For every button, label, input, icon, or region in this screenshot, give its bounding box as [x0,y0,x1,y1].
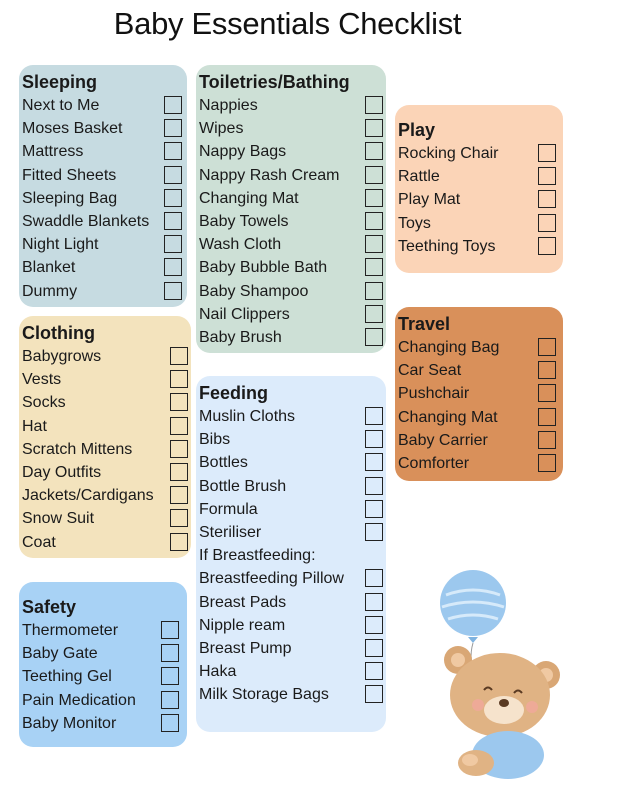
checklist-item [22,187,187,210]
checklist-item-label: Changing Bag [398,339,500,356]
checklist-item-label: Comforter [398,454,470,472]
play-title: Play [398,120,436,140]
checkbox[interactable] [365,477,383,495]
checkbox[interactable] [365,235,383,253]
checkbox[interactable] [170,509,188,527]
checklist-item-label: Milk Storage Bags [199,686,329,704]
feeding-list [199,405,386,544]
checklist-item [398,165,563,188]
checkbox[interactable] [170,393,188,411]
sleeping-list [22,94,187,303]
checkbox[interactable] [365,166,383,184]
checklist-item [199,405,386,428]
checklist-item-label: Teething Gel [22,668,112,686]
checkbox[interactable] [538,167,556,185]
play-card [395,105,563,273]
checkbox[interactable] [170,440,188,458]
checklist-item [22,391,191,414]
checklist-item [199,637,386,660]
checklist-item [22,140,187,163]
checklist-item-label: Bibs [199,431,231,449]
checklist-item-label: Formula [199,500,258,518]
teddy-bear-with-balloon-icon [428,565,568,780]
checkbox[interactable] [365,639,383,657]
checkbox[interactable] [365,258,383,276]
checkbox[interactable] [365,685,383,703]
checklist-item-label: Vests [22,371,62,389]
checklist-item-label: Steriliser [199,523,262,541]
sleeping-title: Sleeping [22,72,98,92]
checklist-item [199,117,386,140]
clothing-card [19,316,191,558]
checkbox[interactable] [365,662,383,680]
checklist-item-label: Breast Pads [199,593,287,611]
checkbox[interactable] [170,370,188,388]
checkbox[interactable] [170,533,188,551]
checklist-item-label: Thermometer [22,622,119,639]
checkbox[interactable] [161,621,179,639]
checklist-item [398,142,563,165]
checklist-item [22,345,191,368]
checkbox[interactable] [365,282,383,300]
checkbox[interactable] [365,593,383,611]
checklist-item [22,642,187,665]
checklist-item [22,94,187,117]
clothing-title: Clothing [22,323,95,343]
checklist-item [22,233,187,256]
checklist-item [22,164,187,187]
checklist-item-label: Nail Clippers [199,305,290,323]
checklist-item [199,521,386,544]
checklist-item-label: Next to Me [22,97,100,114]
checklist-item-label: Nappy Rash Cream [199,166,340,184]
checklist-item-label: Rocking Chair [398,145,499,162]
checklist-item [199,280,386,303]
checklist-item-label: Changing Mat [199,189,299,207]
checklist-item-label: Fitted Sheets [22,166,117,184]
checklist-item [199,164,386,187]
checklist-item [199,210,386,233]
checklist-item-label: Day Outfits [22,463,102,481]
checklist-item [22,415,191,438]
checklist-item [199,567,386,590]
checkbox[interactable] [164,119,182,137]
checklist-item-label: Haka [199,663,237,681]
checklist-item-label: Baby Monitor [22,714,117,732]
checklist-item [199,498,386,521]
checklist-item [199,187,386,210]
checklist-item [22,665,187,688]
travel-list [398,336,563,475]
feeding-card [196,376,386,732]
travel-title: Travel [398,314,451,334]
checkbox[interactable] [164,282,182,300]
checklist-item-label: Baby Brush [199,328,282,346]
checkbox[interactable] [538,214,556,232]
checklist-item-label: Night Light [22,236,99,254]
checklist-item [22,210,187,233]
clothing-list [22,345,191,554]
checklist-item [199,614,386,637]
checkbox[interactable] [164,189,182,207]
checkbox[interactable] [164,166,182,184]
checklist-item [22,280,187,303]
checklist-item [22,507,191,530]
checklist-item [22,712,187,735]
checkbox[interactable] [538,190,556,208]
checklist-item [398,188,563,211]
checklist-item-label: Dummy [22,282,78,300]
checklist-item [199,326,386,349]
page-title: Baby Essentials Checklist [113,6,462,41]
checkbox[interactable] [365,189,383,207]
travel-card [395,307,563,481]
checkbox[interactable] [170,347,188,365]
checklist-item-label: Jackets/Cardigans [22,487,154,505]
checkbox[interactable] [538,384,556,402]
checklist-item [398,235,563,258]
checklist-item [22,531,191,554]
checklist-item-label: Hat [22,417,47,435]
checkbox[interactable] [164,142,182,160]
checklist-item [22,368,191,391]
checklist-item [199,683,386,706]
safety-title: Safety [22,597,77,617]
toiletries-card [196,65,386,353]
feeding-title: Feeding [199,383,269,403]
checkbox[interactable] [365,305,383,323]
checklist-item-label: Blanket [22,259,76,277]
checkbox[interactable] [161,667,179,685]
checkbox[interactable] [538,237,556,255]
checklist-item-label: Car Seat [398,362,462,380]
checklist-item-label: Nipple ream [199,616,286,634]
checklist-item [199,303,386,326]
checklist-item-label: Changing Mat [398,408,498,426]
checklist-item-label: Nappies [199,97,258,114]
checklist-item-label: Bottles [199,454,248,472]
checklist-item [22,689,187,712]
checkbox[interactable] [164,258,182,276]
checkbox[interactable] [365,453,383,471]
checklist-item-label: Pain Medication [22,691,136,709]
checkbox[interactable] [164,235,182,253]
checklist-item-label: Muslin Cloths [199,408,296,425]
checkbox[interactable] [365,119,383,137]
checklist-item-label: Bottle Brush [199,477,287,495]
checkbox[interactable] [365,616,383,634]
checklist-item-label: Socks [22,394,66,412]
checklist-item-label: Breastfeeding Pillow [199,570,344,588]
checklist-item [22,117,187,140]
checklist-item [199,591,386,614]
checklist-item-label: Moses Basket [22,120,123,138]
checklist-item-label: Nappy Bags [199,143,287,161]
checklist-item [199,233,386,256]
checklist-item [22,484,191,507]
checklist-item [199,451,386,474]
safety-card [19,582,187,747]
checkbox[interactable] [365,569,383,587]
checkbox[interactable] [365,96,383,114]
checklist-item-label: Sleeping Bag [22,189,118,207]
checkbox[interactable] [365,212,383,230]
checklist-item [398,382,563,405]
checklist-item [398,429,563,452]
checkbox[interactable] [365,328,383,346]
checklist-item-label: Scratch Mittens [22,440,133,458]
checklist-item-label: Baby Carrier [398,431,488,449]
checkbox[interactable] [538,408,556,426]
checklist-item [199,660,386,683]
checkbox[interactable] [365,142,383,160]
sleeping-card [19,65,187,307]
checkbox[interactable] [538,454,556,472]
checkbox[interactable] [365,500,383,518]
feeding-subheading: If Breastfeeding: [199,547,316,565]
checklist-item [199,428,386,451]
checklist-item-label: Babygrows [22,348,102,365]
safety-list [22,619,187,735]
checklist-item [199,94,386,117]
checkbox[interactable] [365,430,383,448]
checklist-item-label: Play Mat [398,191,461,209]
checkbox[interactable] [161,691,179,709]
checklist-item-label: Wash Cloth [199,236,282,254]
checklist-item [22,438,191,461]
checklist-item [398,336,563,359]
checkbox[interactable] [365,523,383,541]
checkbox[interactable] [538,144,556,162]
checkbox[interactable] [538,338,556,356]
toiletries-list [199,94,386,349]
checklist-item-label: Baby Shampoo [199,282,309,300]
checkbox[interactable] [538,431,556,449]
checklist-item-label: Coat [22,533,56,551]
checklist-item-label: Pushchair [398,385,470,403]
checklist-item-label: Baby Towels [199,212,289,230]
checklist-item-label: Snow Suit [22,510,95,528]
checklist-item [22,461,191,484]
checklist-item-label: Swaddle Blankets [22,212,150,230]
checklist-item [398,359,563,382]
checklist-item-label: Rattle [398,168,440,186]
checklist-item-label: Breast Pump [199,639,292,657]
checklist-item [199,475,386,498]
checklist-item-label: Baby Gate [22,645,98,663]
checklist-item [199,140,386,163]
checklist-item-label: Baby Bubble Bath [199,259,328,277]
checklist-item [22,619,187,642]
checklist-item-label: Toys [398,214,431,232]
checkbox[interactable] [170,463,188,481]
checklist-item [398,452,563,475]
checklist-item-label: Mattress [22,143,84,161]
toiletries-title: Toiletries/Bathing [199,72,350,92]
checklist-item-label: Wipes [199,120,244,138]
checkbox[interactable] [161,644,179,662]
checklist-item-label: Teething Toys [398,237,496,255]
checkbox[interactable] [170,486,188,504]
checkbox[interactable] [538,361,556,379]
feeding-list-breastfeeding [199,567,386,706]
checklist-item [398,406,563,429]
checkbox[interactable] [164,212,182,230]
checkbox[interactable] [164,96,182,114]
play-list [398,142,563,258]
checklist-item [199,256,386,279]
checkbox[interactable] [365,407,383,425]
checkbox[interactable] [161,714,179,732]
checklist-item [22,256,187,279]
checklist-item [398,212,563,235]
checkbox[interactable] [170,417,188,435]
